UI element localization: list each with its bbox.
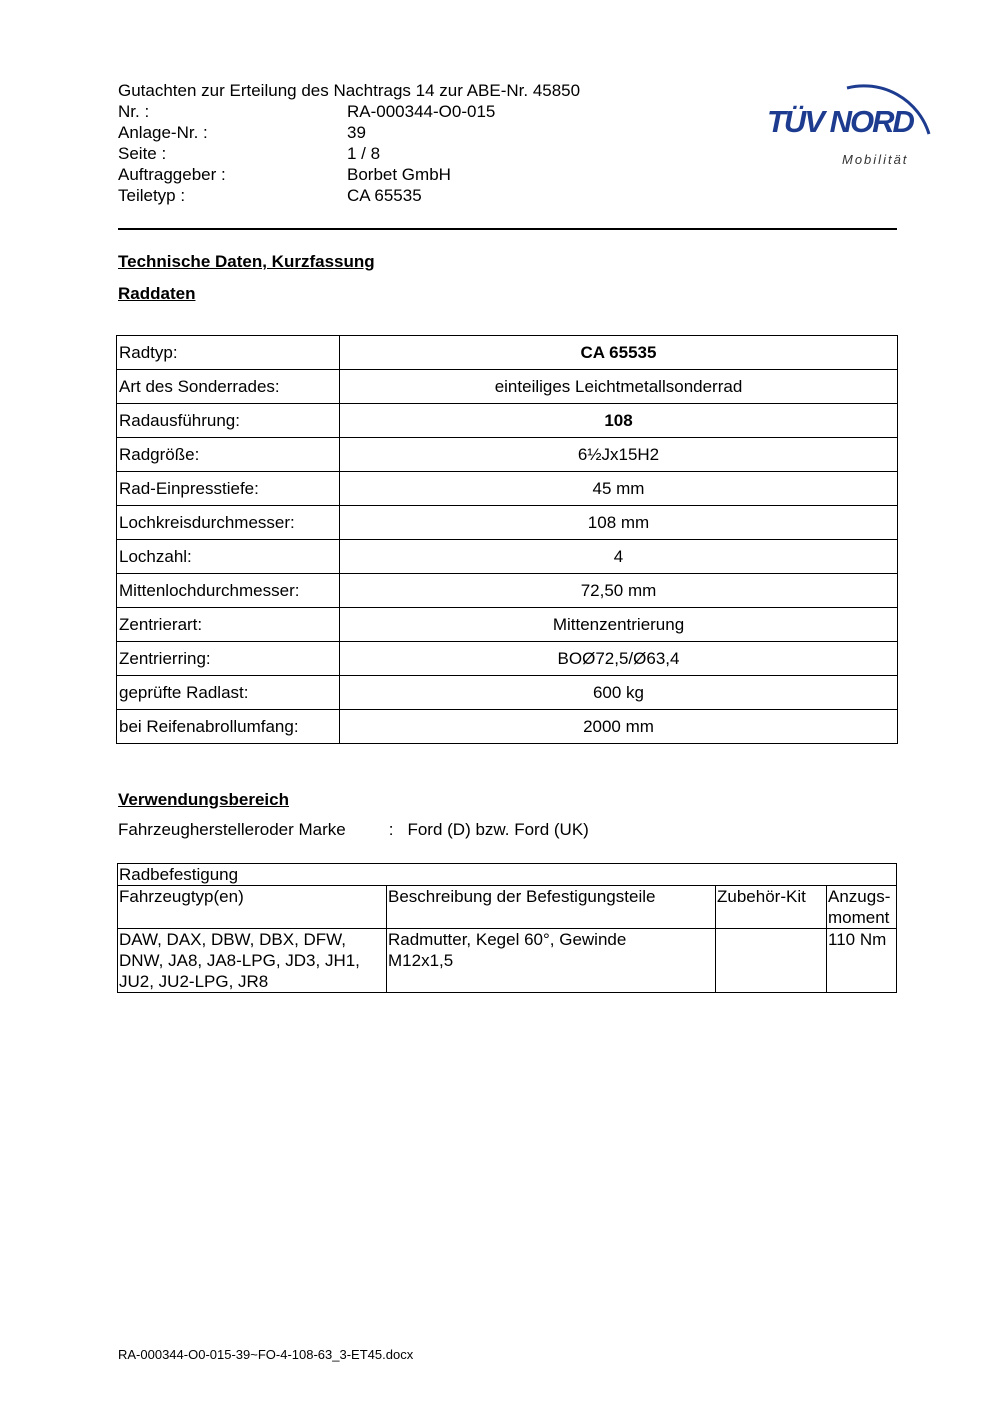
table-row — [117, 506, 898, 540]
section-heading-raddaten: Raddaten — [118, 284, 196, 303]
header-row-seite — [118, 143, 580, 164]
row-value: 2000 mm — [340, 710, 898, 744]
row-label: bei Reifenabrollumfang: — [117, 710, 340, 744]
column-header: Zubehör-Kit — [716, 886, 827, 929]
row-value: 45 mm — [340, 472, 898, 506]
manufacturer-value: Ford (D) bzw. Ford (UK) — [407, 820, 589, 839]
row-value: 72,50 mm — [340, 574, 898, 608]
document-title: Gutachten zur Erteilung des Nachtrags 14 zur ABE-Nr. 45850 — [118, 81, 581, 100]
accessory-kit-cell — [716, 929, 827, 993]
table-row — [117, 642, 898, 676]
vehicle-types-cell: DAW, DAX, DBW, DBX, DFW, DNW, JA8, JA8-LPG, JD3, JH1, JU2, JU2-LPG, JR8 — [118, 929, 387, 993]
row-label: geprüfte Radlast: — [117, 676, 340, 710]
table-row — [117, 574, 898, 608]
row-label: Zentrierring: — [117, 642, 340, 676]
row-value: 108 mm — [340, 506, 898, 540]
row-label: Art des Sonderrades: — [117, 370, 340, 404]
fastener-description-cell: Radmutter, Kegel 60°, Gewinde M12x1,5 — [387, 929, 716, 993]
row-label: Lochkreisdurchmesser: — [117, 506, 340, 540]
header-divider — [118, 228, 897, 230]
manufacturer-line — [118, 820, 589, 840]
logo-subtitle: Mobilität — [842, 152, 909, 167]
table-header-row — [118, 886, 897, 929]
table-row — [117, 438, 898, 472]
row-value: CA 65535 — [340, 336, 898, 370]
header-row-teiletyp — [118, 185, 580, 206]
table-title-row — [118, 864, 897, 886]
row-value: BOØ72,5/Ø63,4 — [340, 642, 898, 676]
row-value: 6½Jx15H2 — [340, 438, 898, 472]
row-label: Radausführung: — [117, 404, 340, 438]
row-label: Lochzahl: — [117, 540, 340, 574]
table-row — [117, 676, 898, 710]
header-row-auftraggeber — [118, 164, 580, 185]
row-label: Radgröße: — [117, 438, 340, 472]
table-row — [117, 710, 898, 744]
header-value: 1 / 8 — [347, 144, 381, 163]
header-value: CA 65535 — [347, 186, 422, 205]
table-row — [118, 929, 897, 993]
row-value: 4 — [340, 540, 898, 574]
row-label: Zentrierart: — [117, 608, 340, 642]
header-label: Anlage-Nr. : — [118, 123, 208, 142]
befestigung-table — [117, 863, 897, 993]
row-value: Mittenzentrierung — [340, 608, 898, 642]
logo-brand: TÜV NORD — [767, 104, 913, 139]
section-heading-usage: Verwendungsbereich — [118, 790, 289, 809]
row-label: Mittenlochdurchmesser: — [117, 574, 340, 608]
section-heading-technical: Technische Daten, Kurzfassung — [118, 252, 375, 271]
raddaten-table — [116, 335, 898, 744]
table-row — [117, 540, 898, 574]
header-value: RA-000344-O0-015 — [347, 102, 496, 121]
table-row — [117, 608, 898, 642]
column-header: Anzugs- moment — [827, 886, 897, 929]
header-row-nr — [118, 101, 580, 122]
tuv-nord-logo — [765, 58, 940, 173]
manufacturer-separator: : — [388, 820, 394, 839]
table-row — [117, 472, 898, 506]
row-label: Radtyp: — [117, 336, 340, 370]
row-value: 600 kg — [340, 676, 898, 710]
row-label: Rad-Einpresstiefe: — [117, 472, 340, 506]
header-row-anlage — [118, 122, 580, 143]
document-footer: RA-000344-O0-015-39~FO-4-108-63_3-ET45.docx — [118, 1347, 414, 1362]
column-header: Beschreibung der Befestigungsteile — [387, 886, 716, 929]
torque-cell: 110 Nm — [827, 929, 897, 993]
header-label: Teiletyp : — [118, 186, 186, 205]
table-row — [117, 336, 898, 370]
header-label: Seite : — [118, 144, 167, 163]
row-value: einteiliges Leichtmetallsonderrad — [340, 370, 898, 404]
table-title: Radbefestigung — [118, 864, 897, 886]
header-value: Borbet GmbH — [347, 165, 451, 184]
header-value: 39 — [347, 123, 366, 142]
row-value: 108 — [340, 404, 898, 438]
table-row — [117, 404, 898, 438]
manufacturer-label: Fahrzeugherstelleroder Marke — [118, 820, 346, 839]
header-label: Auftraggeber : — [118, 165, 226, 184]
table-row — [117, 370, 898, 404]
column-header: Fahrzeugtyp(en) — [118, 886, 387, 929]
document-header — [118, 80, 580, 206]
header-label: Nr. : — [118, 102, 150, 121]
